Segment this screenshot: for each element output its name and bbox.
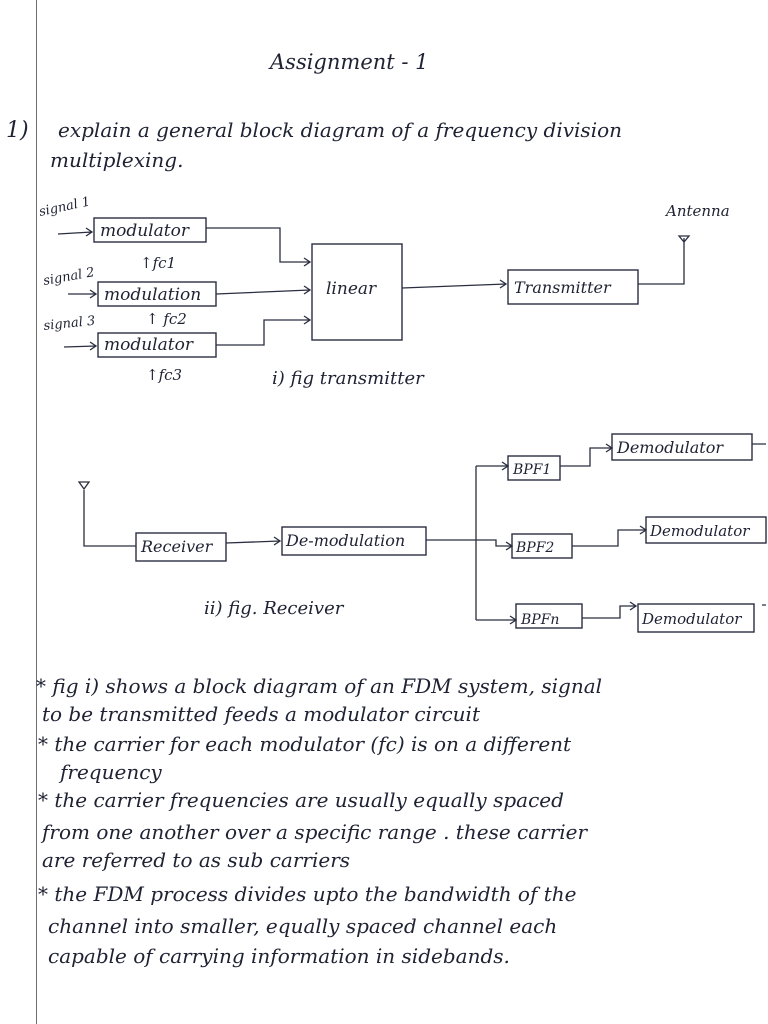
wire-bpfn-demod3 [582, 602, 636, 618]
fc2-label: ↑ fc2 [146, 310, 187, 328]
wire-bpf1-demod1 [560, 444, 612, 466]
question-number: 1) [6, 118, 29, 143]
signal-3-label: signal 3 [42, 313, 96, 334]
demodulator-1-label: Demodulator [617, 438, 724, 457]
demodulator-2-label: Demodulator [650, 522, 750, 540]
modulator-1-label: modulator [100, 221, 189, 241]
fc1-label: ↑fc1 [140, 254, 177, 272]
bpf2-label: BPF2 [516, 540, 555, 556]
note-line-9: channel into smaller, equally spaced channel each [48, 914, 558, 938]
wire-to-bpf1 [476, 462, 508, 470]
note-line-3: * the carrier for each modulator (fc) is on a different [38, 732, 572, 756]
output-ticks [752, 444, 766, 605]
transmitter-label: Transmitter [514, 278, 611, 297]
note-line-2: to be transmitted feeds a modulator circuit [42, 702, 480, 726]
note-line-5: * the carrier frequencies are usually equally spaced [38, 788, 564, 812]
wire-to-bpf2 [476, 540, 512, 550]
antenna-label: Antenna [666, 202, 730, 220]
wire-receiver-demod [226, 537, 280, 545]
bpf1-label: BPF1 [513, 462, 552, 478]
question-line-1: explain a general block diagram of a frequency division [58, 118, 623, 142]
modulator-3-label: modulator [104, 335, 193, 355]
wire-bpf2-demod2 [572, 526, 646, 546]
signal-1-label: signal 1 [37, 194, 92, 220]
fanout-trunk [426, 466, 476, 620]
signal-2-label: signal 2 [42, 265, 96, 289]
note-line-10: capable of carrying information in sidebands. [48, 944, 510, 968]
demodulator-3-label: Demodulator [642, 610, 742, 628]
receiver-caption: ii) fig. Receiver [204, 598, 344, 619]
receiver-antenna-icon [79, 482, 89, 489]
note-line-7: are referred to as sub carriers [42, 848, 351, 872]
transmitter-caption: i) fig transmitter [272, 368, 424, 389]
linear-label: linear [326, 279, 377, 299]
modulator-2-label: modulation [104, 285, 202, 305]
receiver-antenna-wire [84, 490, 136, 546]
note-line-8: * the FDM process divides upto the bandwidth of the [38, 882, 577, 906]
note-line-4: frequency [60, 760, 162, 784]
note-line-1: * fig i) shows a block diagram of an FDM system, signal [36, 674, 603, 698]
fc3-label: ↑fc3 [146, 366, 183, 384]
assignment-title: Assignment - 1 [270, 50, 429, 74]
demodulation-label: De-modulation [286, 531, 406, 550]
question-line-2: multiplexing. [50, 148, 184, 172]
wire-to-bpfn [476, 616, 516, 624]
receiver-label: Receiver [141, 537, 213, 556]
note-line-6: from one another over a specific range . these carrier [42, 820, 588, 844]
bpfn-label: BPFn [521, 612, 560, 628]
